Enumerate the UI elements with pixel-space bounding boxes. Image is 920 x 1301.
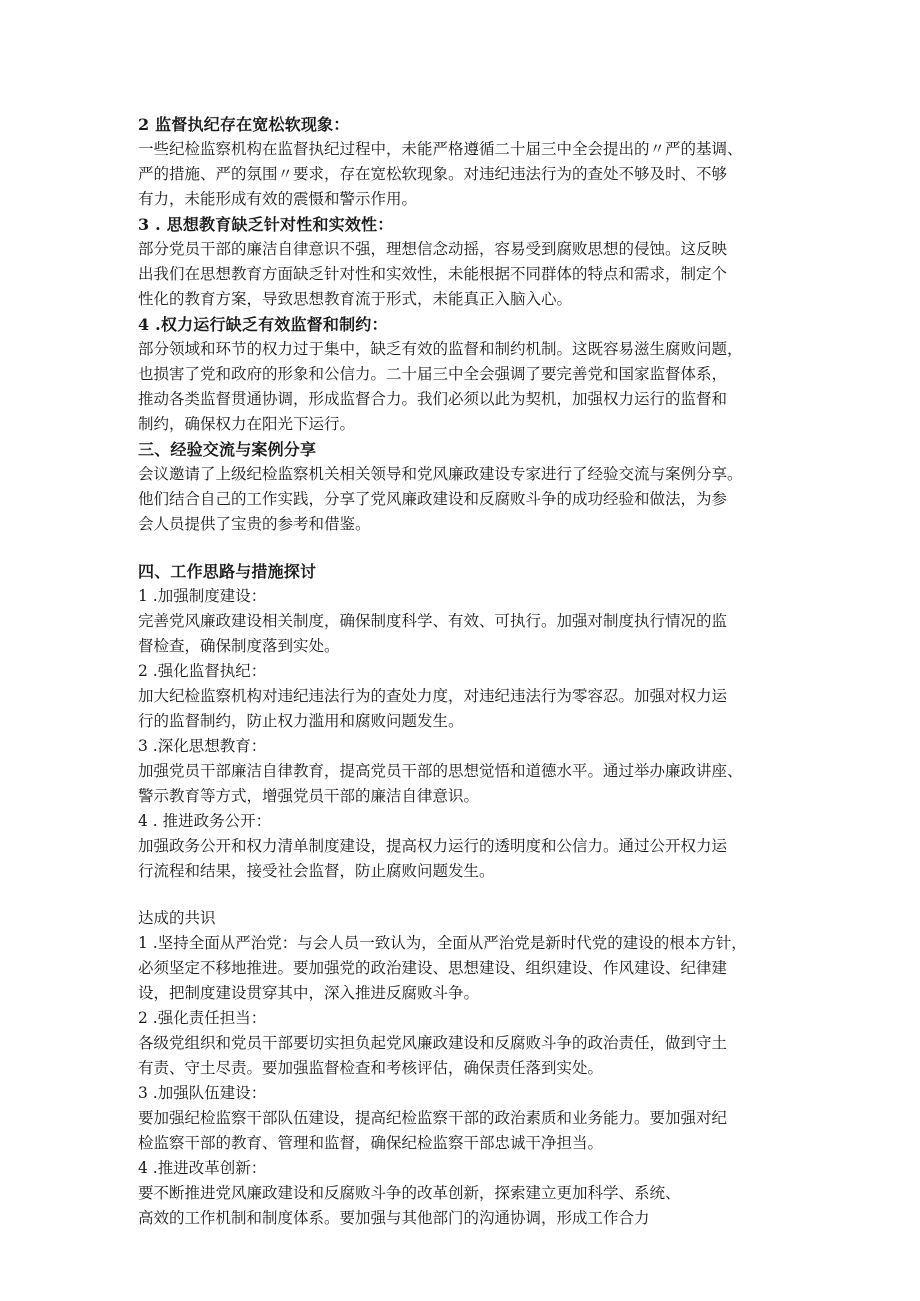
paragraph-line: 一些纪检监察机构在监督执纪过程中，未能严格遵循二十届三中全会提出的〃严的基调、 (138, 140, 743, 158)
item-title: 2 .强化监督执纪： (138, 662, 267, 680)
paragraph-line: 要加强纪检监察干部队伍建设，提高纪检监察干部的政治素质和业务能力。要加强对纪 (138, 1109, 728, 1127)
paragraph-gap (138, 537, 788, 559)
item-responsibility (138, 1006, 788, 1081)
section-heading: 2 监督执纪存在宽松软现象： (138, 115, 350, 134)
section-heading: 四、工作思路与措施探讨 (138, 562, 317, 581)
paragraph-line: 他们结合自己的工作实践，分享了党风廉政建设和反腐败斗争的成功经验和做法，为参 (138, 490, 728, 508)
item-title: 1 .加强制度建设： (138, 587, 267, 605)
paragraph-line: 要不断推进党风廉政建设和反腐败斗争的改革创新，探索建立更加科学、系统、 (138, 1184, 681, 1202)
paragraph-line: 督检查，确保制度落到实处。 (138, 637, 340, 655)
paragraph-line: 有责、守土尽责。要加强监督检查和考核评估，确保责任落到实处。 (138, 1059, 604, 1077)
paragraph-line: 部分领域和环节的权力过于集中，缺乏有效的监督和制约机制。这既容易滋生腐败问题， (138, 340, 743, 358)
item-paragraph (138, 1031, 788, 1081)
section-paragraph (138, 137, 788, 212)
paragraph-line: 1 .坚持全面从严治党：与会人员一致认为，全面从严治党是新时代党的建设的根本方针， (138, 934, 747, 952)
paragraph-line: 完善党风廉政建设相关制度，确保制度科学、有效、可执行。加强对制度执行情况的监 (138, 612, 728, 630)
paragraph-line: 出我们在思想教育方面缺乏针对性和实效性，未能根据不同群体的特点和需求，制定个 (138, 265, 728, 283)
paragraph-line: 加大纪检监察机构对违纪违法行为的查处力度，对违纪违法行为零容忍。加强对权力运 (138, 687, 728, 705)
paragraph-line: 各级党组织和党员干部要切实担负起党风廉政建设和反腐败斗争的政治责任，做到守土 (138, 1034, 728, 1052)
paragraph-line: 会议邀请了上级纪检监察机关相关领导和党风廉政建设专家进行了经验交流与案例分享。 (138, 465, 743, 483)
paragraph-line: 加强政务公开和权力清单制度建设，提高权力运行的透明度和公信力。通过公开权力运 (138, 837, 728, 855)
item-supervision (138, 659, 788, 734)
item-paragraph (138, 931, 788, 1006)
item-paragraph (138, 1106, 788, 1156)
paragraph-line: 行流程和结果，接受社会监督，防止腐败问题发生。 (138, 862, 495, 880)
item-paragraph (138, 684, 788, 734)
item-title: 4 . 推进政务公开： (138, 812, 272, 830)
item-paragraph (138, 759, 788, 809)
item-title: 3 .加强队伍建设： (138, 1084, 267, 1102)
item-system-building (138, 584, 788, 659)
item-paragraph (138, 834, 788, 884)
paragraph-line: 加强党员干部廉洁自律教育，提高党员干部的思想觉悟和道德水平。通过举办廉政讲座、 (138, 762, 743, 780)
item-education (138, 734, 788, 809)
section-heading: 三、经验交流与案例分享 (138, 440, 317, 459)
paragraph-gap (138, 884, 788, 906)
item-paragraph (138, 609, 788, 659)
item-team-building (138, 1081, 788, 1156)
paragraph-line: 必须坚定不移地推进。要加强党的政治建设、思想建设、组织建设、作风建设、纪律建 (138, 959, 728, 977)
paragraph-line: 行的监督制约，防止权力滥用和腐败问题发生。 (138, 712, 464, 730)
section-paragraph (138, 337, 788, 437)
paragraph-line: 严的措施、严的氛围〃要求，存在宽松软现象。对违纪违法行为的查处不够及时、不够 (138, 165, 728, 183)
item-title: 3 .深化思想教育： (138, 737, 267, 755)
section-work-ideas (138, 559, 788, 584)
paragraph-line: 会人员提供了宝贵的参考和借鉴。 (138, 515, 371, 533)
item-title: 4 .推进改革创新： (138, 1159, 267, 1177)
paragraph-line: 也损害了党和政府的形象和公信力。二十届三中全会强调了要完善党和国家监督体系， (138, 365, 728, 383)
item-transparency (138, 809, 788, 884)
section-heading: 4 .权力运行缺乏有效监督和制约： (138, 315, 388, 334)
item-strict-governance (138, 931, 788, 1006)
section-experience-exchange (138, 437, 788, 537)
paragraph-line: 高效的工作机制和制度体系。要加强与其他部门的沟通协调，形成工作合力 (138, 1209, 650, 1227)
section-consensus (138, 906, 788, 931)
section-heading: 3 . 思想教育缺乏针对性和实效性： (138, 215, 394, 234)
paragraph-line: 部分党员干部的廉洁自律意识不强，理想信念动摇，容易受到腐败思想的侵蚀。这反映 (138, 240, 728, 258)
section-power-oversight (138, 312, 788, 437)
paragraph-line: 性化的教育方案，导致思想教育流于形式，未能真正入脑入心。 (138, 290, 573, 308)
paragraph-line: 制约，确保权力在阳光下运行。 (138, 415, 356, 433)
item-reform (138, 1156, 788, 1231)
paragraph-line: 推动各类监督贯通协调，形成监督合力。我们必须以此为契机，加强权力运行的监督和 (138, 390, 728, 408)
section-title: 达成的共识 (138, 909, 216, 927)
paragraph-line: 有力，未能形成有效的震慑和警示作用。 (138, 190, 418, 208)
document-page (138, 112, 788, 1231)
section-ideological-education (138, 212, 788, 312)
section-paragraph (138, 237, 788, 312)
item-title: 2 .强化责任担当： (138, 1009, 267, 1027)
section-paragraph (138, 462, 788, 537)
paragraph-line: 检监察干部的教育、管理和监督，确保纪检监察干部忠诚干净担当。 (138, 1134, 604, 1152)
item-paragraph (138, 1181, 788, 1231)
section-supervision-lax (138, 112, 788, 212)
paragraph-line: 设，把制度建设贯穿其中，深入推进反腐败斗争。 (138, 984, 480, 1002)
paragraph-line: 警示教育等方式，增强党员干部的廉洁自律意识。 (138, 787, 480, 805)
